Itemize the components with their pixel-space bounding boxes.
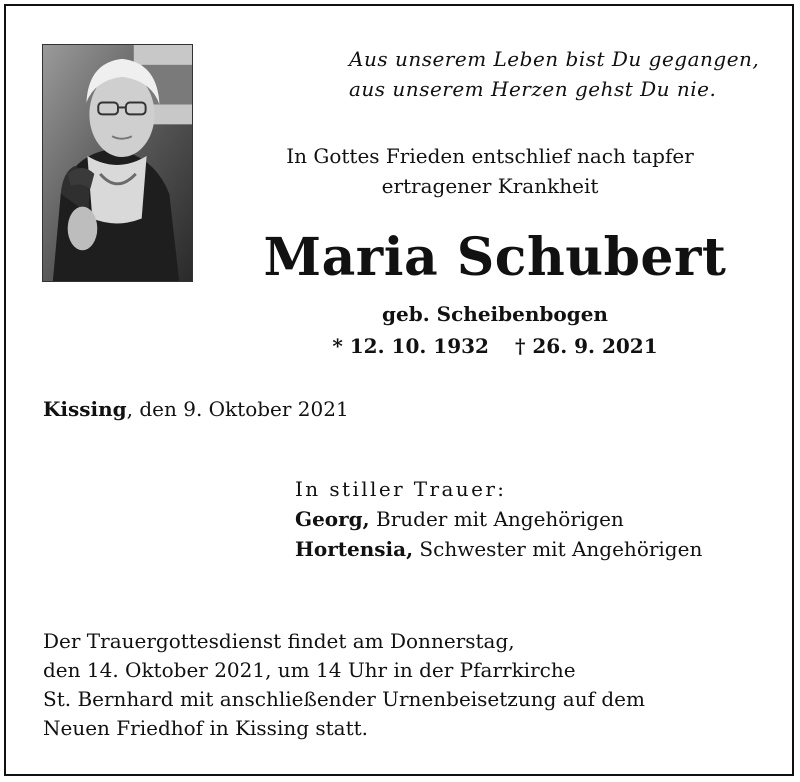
quote-line-2: aus unserem Herzen gehst Du nie.	[349, 77, 717, 101]
service-line-4: Neuen Friedhof in Kissing statt.	[43, 716, 369, 740]
mourners-heading: In stiller Trauer:	[295, 477, 507, 501]
mourner-item	[295, 504, 702, 534]
intro-text	[220, 141, 760, 201]
service-line-1: Der Trauergottesdienst findet am Donnerstag,	[43, 629, 515, 653]
service-line-3: St. Bernhard mit anschließender Urnenbeisetzung auf dem	[43, 687, 645, 711]
mourners-block	[295, 474, 702, 564]
mourner-name: Georg,	[295, 507, 370, 531]
portrait-photo	[42, 44, 193, 282]
service-line-2: den 14. Oktober 2021, um 14 Uhr in der Pfarrkirche	[43, 658, 576, 682]
quote-line-1: Aus unserem Leben bist Du gegangen,	[349, 47, 760, 71]
place-and-date	[43, 394, 349, 424]
service-announcement	[43, 627, 645, 743]
mourner-item	[295, 534, 702, 564]
life-dates	[220, 332, 770, 360]
death-date: † 26. 9. 2021	[514, 334, 658, 358]
mourner-relation: Bruder mit Angehörigen	[369, 507, 624, 531]
mourner-name: Hortensia,	[295, 537, 414, 561]
intro-line-2: ertragener Krankheit	[381, 174, 599, 198]
memorial-quote	[349, 44, 759, 104]
mourner-relation: Schwester mit Angehörigen	[413, 537, 703, 561]
notice-date: , den 9. Oktober 2021	[126, 397, 349, 421]
intro-line-1: In Gottes Frieden entschlief nach tapfer	[286, 144, 694, 168]
deceased-name: Maria Schubert	[263, 227, 727, 288]
birth-name: geb. Scheibenbogen	[382, 302, 608, 326]
place-name: Kissing	[43, 397, 127, 421]
birth-date: * 12. 10. 1932	[332, 334, 489, 358]
